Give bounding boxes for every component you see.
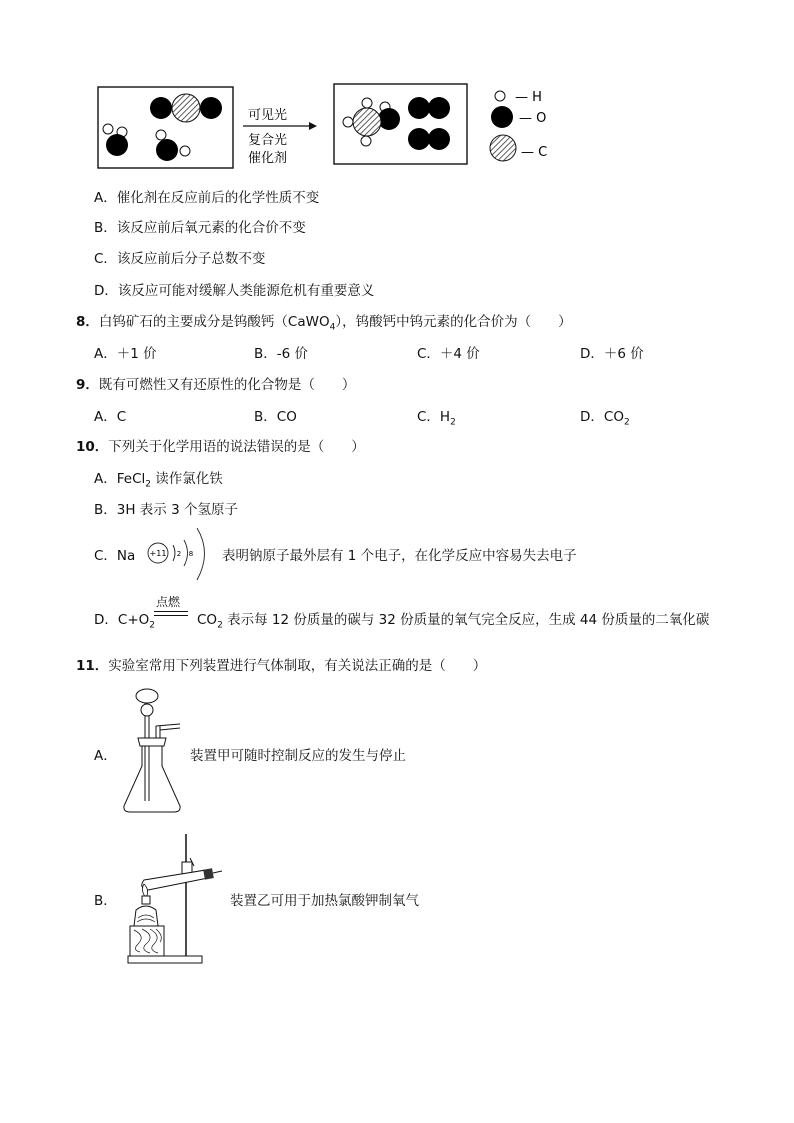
methanol-molecule-icon [343, 98, 400, 146]
q9-stem: 9．既有可燃性又有还原性的化合物是（ ） [76, 377, 356, 393]
equals-sign-icon [154, 610, 188, 618]
q8-option-d[interactable]: D．＋6 价 [580, 346, 644, 362]
q11-option-a[interactable]: A． [94, 748, 117, 764]
q11-number: 11． [76, 658, 109, 674]
shell-1-electrons: 2 [176, 550, 182, 558]
legend-label-h: — H [515, 90, 542, 105]
co2-molecule-icon [150, 94, 222, 122]
q9-option-d[interactable]: D．$CO_2$ [580, 409, 630, 428]
carbon-legend-icon [490, 135, 516, 161]
q9-option-c[interactable]: C．$H_2$ [417, 409, 456, 428]
apparatus-jia-icon [118, 686, 188, 816]
legend-label-o: — O [519, 111, 547, 126]
q8-option-a[interactable]: A．＋1 价 [94, 346, 157, 362]
q8-option-b[interactable]: B．-6 价 [254, 346, 309, 362]
q11-option-a-text: 装置甲可随时控制反应的发生与停止 [190, 748, 406, 764]
q9-number: 9． [76, 377, 99, 393]
q10-option-c-text: 表明钠原子最外层有 1 个电子，在化学反应中容易失去电子 [222, 548, 577, 564]
oxygen-legend-icon [491, 106, 513, 128]
sodium-atom-structure-diagram [140, 525, 220, 583]
o2-molecule-icon [408, 128, 450, 150]
hydrogen-legend-icon [495, 91, 505, 101]
apparatus-yi-icon [126, 832, 226, 970]
reaction-diagram [95, 82, 555, 172]
q10-number: 10． [76, 439, 109, 455]
q10-option-a[interactable]: A．FeCl$_2$ 读作氯化铁 [94, 471, 223, 490]
q8-number: 8． [76, 314, 99, 330]
h2o-molecule-icon [103, 124, 128, 156]
shell-2-electrons: 8 [188, 550, 194, 558]
arrow-label-bottom-2: 催化剂 [248, 151, 288, 166]
q9-option-b[interactable]: B．CO [254, 409, 297, 425]
arrow-label-bottom-1: 复合光 [248, 133, 288, 148]
q7-option-a[interactable]: A．催化剂在反应前后的化学性质不变 [94, 190, 320, 206]
q10-option-b[interactable]: B．3H 表示 3 个氢原子 [94, 502, 238, 518]
h2o-molecule-icon [156, 130, 190, 161]
q9-option-a[interactable]: A．C [94, 409, 127, 425]
legend-label-c: — C [521, 145, 548, 160]
q7-option-d[interactable]: D．该反应可能对缓解人类能源危机有重要意义 [94, 283, 375, 299]
q10-option-d-text: $CO_2$ 表示每 12 份质量的碳与 32 份质量的氧气完全反应，生成 44 份质量的二氧化碳 [197, 612, 710, 631]
q10-stem: 10．下列关于化学用语的说法错误的是（ ） [76, 439, 365, 455]
q11-stem: 11．实验室常用下列装置进行气体制取，有关说法正确的是（ ） [76, 658, 487, 674]
q7-option-c[interactable]: C．该反应前后分子总数不变 [94, 251, 266, 267]
q8-stem: 8．白钨矿石的主要成分是钨酸钙（CaWO$_4$），钨酸钙中钨元素的化合价为（ ） [76, 314, 572, 333]
reaction-condition: 点燃 [156, 595, 181, 609]
q11-option-b[interactable]: B． [94, 893, 117, 909]
q10-option-c[interactable]: C．Na [94, 548, 136, 564]
nucleus-charge: +11 [149, 549, 167, 558]
arrow-label-top: 可见光 [248, 108, 288, 123]
q10-option-d[interactable]: D．$C+O_2$ [94, 612, 155, 631]
q11-option-b-text: 装置乙可用于加热氯酸钾制氧气 [230, 893, 419, 909]
legend [490, 90, 547, 161]
q7-option-b[interactable]: B．该反应前后氧元素的化合价不变 [94, 220, 306, 236]
q8-option-c[interactable]: C．＋4 价 [417, 346, 480, 362]
o2-molecule-icon [408, 97, 450, 119]
